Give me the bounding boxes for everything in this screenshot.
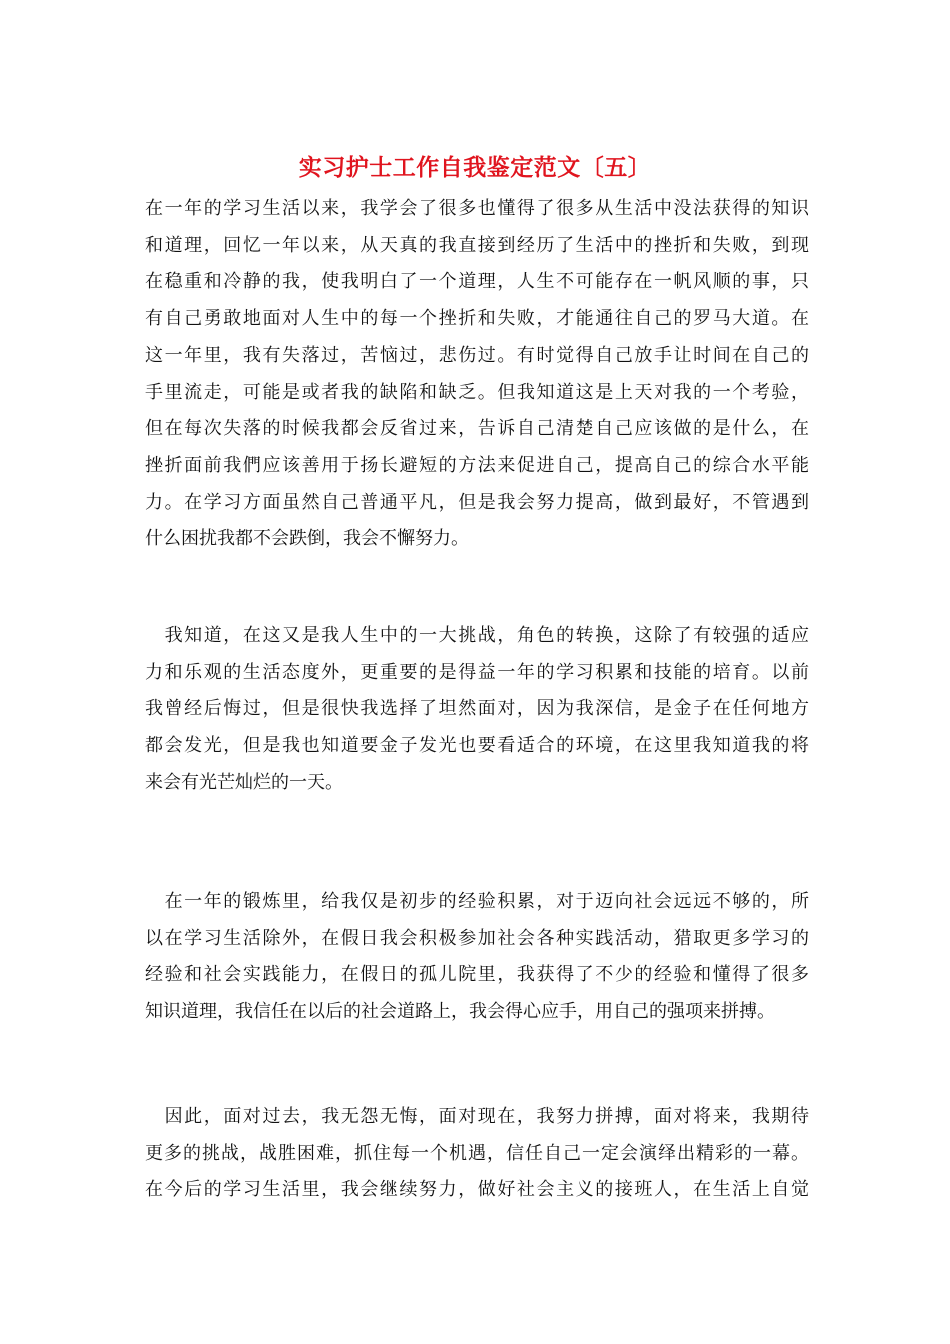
paragraph-line: 知识道理，我信任在以后的社会道路上，我会得心应手，用自己的强项来拼搏。 bbox=[145, 1001, 775, 1023]
paragraph-3 bbox=[145, 884, 809, 1031]
paragraph-4 bbox=[145, 1099, 809, 1209]
paragraph-line: 什么困扰我都不会跌倒，我会不懈努力。 bbox=[145, 528, 469, 550]
paragraph-line: 来会有光芒灿烂的一天。 bbox=[145, 771, 343, 793]
paragraph-line: 力和乐观的生活态度外，更重要的是得益一年的学习积累和技能的培育。以前 bbox=[145, 661, 809, 683]
paragraph-line: 和道理，回忆一年以来，从天真的我直接到经历了生活中的挫折和失败，到现 bbox=[145, 234, 809, 256]
paragraph-line: 在一年的锻炼里，给我仅是初步的经验积累，对于迈向社会远远不够的，所 bbox=[145, 891, 809, 912]
paragraph-line: 手里流走，可能是或者我的缺陷和缺乏。但我知道这是上天对我的一个考验， bbox=[145, 381, 809, 403]
paragraph-line: 都会发光，但是我也知道要金子发光也要看适合的环境，在这里我知道我的将 bbox=[145, 735, 809, 757]
paragraph-1 bbox=[145, 191, 809, 558]
paragraph-line: 经验和社会实践能力，在假日的孤儿院里，我获得了不少的经验和懂得了很多 bbox=[145, 964, 809, 986]
paragraph-line: 更多的挑战，战胜困难，抓住每一个机遇，信任自己一定会演绎出精彩的一幕。 bbox=[145, 1142, 809, 1164]
paragraph-line: 在稳重和冷静的我，使我明白了一个道理，人生不可能存在一帆风顺的事，只 bbox=[145, 271, 809, 293]
paragraph-line: 力。在学习方面虽然自己普通平凡，但是我会努力提高，做到最好，不管遇到 bbox=[145, 491, 809, 513]
paragraph-line: 有自己勇敢地面对人生中的每一个挫折和失败，才能通往自己的罗马大道。在 bbox=[145, 308, 809, 330]
paragraph-line: 我曾经后悔过，但是很快我选择了坦然面对，因为我深信，是金子在任何地方 bbox=[145, 698, 809, 720]
paragraph-line: 在一年的学习生活以来，我学会了很多也懂得了很多从生活中没法获得的知识 bbox=[145, 198, 809, 219]
paragraph-line: 以在学习生活除外，在假日我会积极参加社会各种实践活动，猎取更多学习的 bbox=[145, 927, 809, 949]
paragraph-line: 挫折面前我們应该善用于扬长避短的方法来促进自己，提高自己的综合水平能 bbox=[145, 454, 809, 476]
paragraph-2 bbox=[145, 618, 809, 802]
paragraph-line: 但在每次失落的时候我都会反省过来，告诉自己清楚自己应该做的是什么，在 bbox=[145, 418, 809, 440]
paragraph-line: 因此，面对过去，我无怨无悔，面对现在，我努力拼搏，面对将来，我期待 bbox=[145, 1106, 809, 1127]
paragraph-line: 这一年里，我有失落过，苦恼过，悲伤过。有时觉得自己放手让时间在自己的 bbox=[145, 344, 809, 366]
paragraph-line: 在今后的学习生活里，我会继续努力，做好社会主义的接班人，在生活上自觉 bbox=[145, 1179, 809, 1201]
paragraph-line: 我知道，在这又是我人生中的一大挑战，角色的转换，这除了有较强的适应 bbox=[145, 625, 809, 646]
document-title: 实习护士工作自我鉴定范文〔五〕 bbox=[298, 154, 652, 181]
